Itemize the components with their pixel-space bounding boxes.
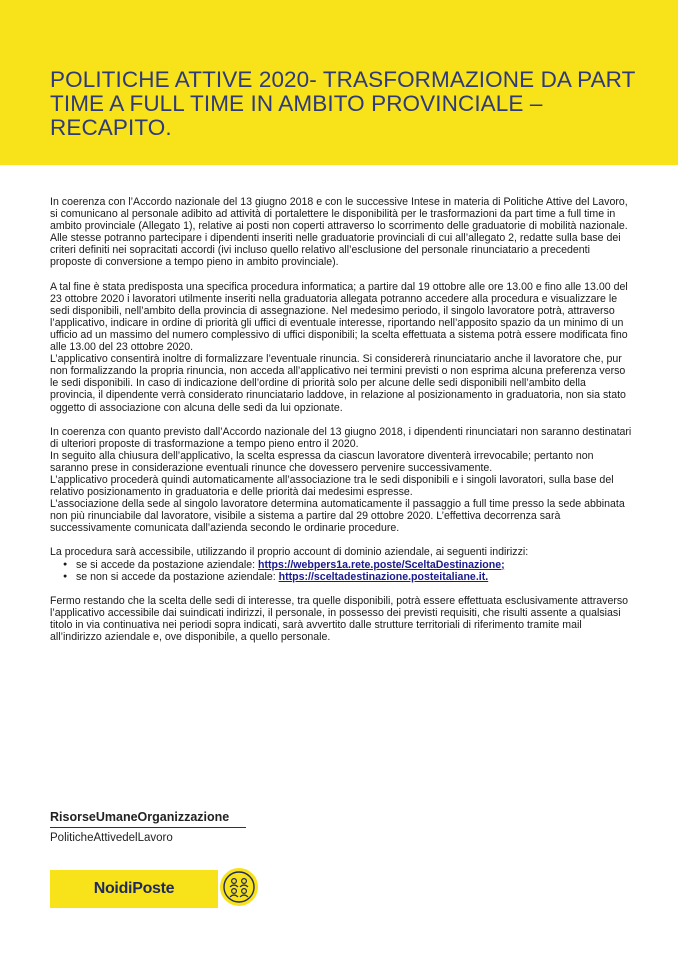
bullet-label-external: se non si accede da postazione aziendale: — [76, 570, 279, 583]
link-internal-portal[interactable]: https://webpers1a.rete.poste/SceltaDestinazione; — [257, 558, 505, 571]
signature-department: RisorseUmaneOrganizzazione — [50, 810, 246, 828]
document-body — [50, 196, 632, 643]
paragraph-closing: Fermo restando che la scelta delle sedi di interesse, tra quelle disponibili, potrà essere effettuata esclusivamente attraverso l’applicativo accessibile dai suindicati indirizzi, il personale, in possesso dei previsti requisiti, che risulti assente a qualsiasi titolo in via continuativa nei periodi sopra indicati, sarà avvertito dalle strutture territoriali di riferimento tramite mail all’indirizzo aziendale e, ove disponibile, a quello personale. — [50, 594, 629, 643]
signature-unit: PoliticheAttivedelLavoro — [50, 832, 173, 844]
signature-block — [50, 810, 250, 844]
paragraph-access: La procedura sarà accessibile, utilizzando il proprio account di dominio aziendale, ai seguenti indirizzi: — [50, 546, 529, 559]
bullet-label-internal: se si accede da postazione aziendale: — [76, 558, 258, 571]
paragraph-intro: In coerenza con l’Accordo nazionale del 13 giugno 2018 e con le successive Intese in materia di Politiche Attive del Lavoro, si comunicano al personale adibito ad attività di portalettere le disponibilità per le trasformazioni da part time a full time in ambito provinciale (Allegato 1), relative ai posti non coperti attraverso lo scorrimento delle graduatorie di mobilità nazionale. Alle stesse potranno partecipare i dipendenti inseriti nelle graduatorie provinciali di cui all’allegato 2, redatte sulla base dei criteri definiti nei sopracitati accordi (ivi incluso quello relativo all’esclusione del personale rinunciatario a precedenti proposte di conversione a tempo pieno in ambito provinciale). — [50, 196, 628, 269]
paragraph-association: L’applicativo procederà quindi automaticamente all’associazione tra le sedi disponibili e i singoli lavoratori, sulla base del relativo posizionamento in graduatoria e delle priorità dai medesimi espresse. — [50, 473, 614, 499]
people-network-icon — [220, 868, 258, 906]
title-banner — [0, 0, 678, 165]
list-item — [76, 571, 632, 583]
paragraph-irrevocable: In seguito alla chiusura dell’applicativo, la scelta espressa da ciascun lavoratore diventerà irrevocabile; pertanto non saranno prese in considerazione eventuali rinunce che dovessero pervenire successivamente. — [50, 449, 594, 474]
paragraph-full-time: L’associazione della sede al singolo lavoratore determina automaticamente il passaggio a full time presso la sede abbinata non più rinunciabile dal lavoratore, visibile a sistema a partire dal 29 ottobre 2020. L’effettiva decorrenza sarà successivamente comunicata dall’azienda secondo le ordinarie procedure. — [50, 498, 625, 535]
list-item — [76, 559, 632, 571]
logo-text: NoidiPoste — [93, 880, 175, 897]
noidiposte-logo — [50, 870, 218, 908]
link-external-portal[interactable]: https://sceltadestinazione.posteitaliane.it. — [278, 570, 489, 583]
paragraph-agreement: In coerenza con quanto previsto dall’Accordo nazionale del 13 giugno 2018, i dipendenti rinunciatari non saranno destinatari di ulteriori proposte di trasformazione a tempo pieno entro il 2020. — [50, 425, 632, 450]
access-list — [50, 559, 632, 583]
page-title: POLITICHE ATTIVE 2020- TRASFORMAZIONE DA PART TIME A FULL TIME IN AMBITO PROVINCIALE – RECAPITO. — [50, 67, 636, 140]
paragraph-procedure: A tal fine è stata predisposta una specifica procedura informatica; a partire dal 19 ottobre alle ore 13.00 e fino alle 13.00 del 23 ottobre 2020 i lavoratori utilmente inseriti nella graduatoria allegata potranno accedere alla procedura e visualizzare le sedi disponibili, nell’ambito della provincia di assegnazione. Nel medesimo periodo, il singolo lavoratore potrà, attraverso l’applicativo, indicare in ordine di priorità gli uffici di eventuale interesse, riportando nell’apposito spazio da un minimo di un ufficio ad un massimo del numero complessivo di uffici disponibili; la scelta effettuata a sistema potrà essere modificata fino alle 13.00 del 23 ottobre 2020. — [50, 280, 628, 354]
paragraph-renunciation: L’applicativo consentirà inoltre di formalizzare l’eventuale rinuncia. Si considererà rinunciatario anche il lavoratore che, pur non formalizzando la propria rinuncia, non acceda all’applicativo nei termini previsti o non esprima alcuna preferenza verso le sedi disponibili. In caso di indicazione dell’ordine di priorità solo per alcune delle sedi disponibili nell’ambito della provincia, il dipendente verrà considerato rinunciatario laddove, in relazione al posizionamento in graduatoria, non sia stato oggetto di associazione con alcuna delle sedi da lui opzionate. — [50, 353, 626, 414]
